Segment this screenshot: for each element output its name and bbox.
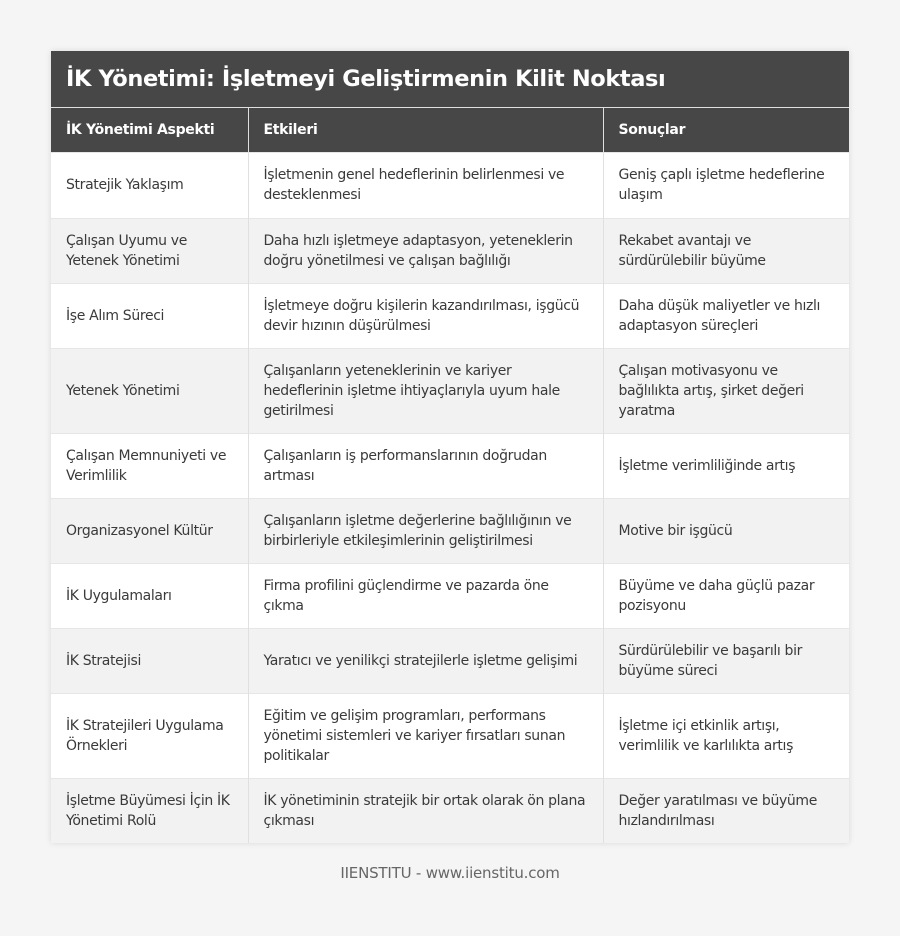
cell-effects: İşletmenin genel hedeflerinin belirlenmesi ve desteklenmesi <box>248 152 603 218</box>
header-row <box>51 108 849 152</box>
table-row <box>51 563 849 628</box>
cell-aspect: Stratejik Yaklaşım <box>51 152 248 218</box>
cell-results: Rekabet avantajı ve sürdürülebilir büyüme <box>603 218 849 283</box>
cell-aspect: Çalışan Uyumu ve Yetenek Yönetimi <box>51 218 248 283</box>
cell-effects: Eğitim ve gelişim programları, performans yönetimi sistemleri ve kariyer fırsatları sunan politikalar <box>248 693 603 778</box>
cell-aspect: Yetenek Yönetimi <box>51 348 248 433</box>
table-row <box>51 498 849 563</box>
cell-results: Değer yaratılması ve büyüme hızlandırılması <box>603 778 849 843</box>
column-header-effects: Etkileri <box>248 108 603 152</box>
column-header-results: Sonuçlar <box>603 108 849 152</box>
cell-results: Büyüme ve daha güçlü pazar pozisyonu <box>603 563 849 628</box>
table-row <box>51 348 849 433</box>
cell-effects: İK yönetiminin stratejik bir ortak olarak ön plana çıkması <box>248 778 603 843</box>
cell-effects: İşletmeye doğru kişilerin kazandırılması, işgücü devir hızının düşürülmesi <box>248 283 603 348</box>
cell-aspect: İK Stratejileri Uygulama Örnekleri <box>51 693 248 778</box>
table-row <box>51 218 849 283</box>
cell-effects: Firma profilini güçlendirme ve pazarda öne çıkma <box>248 563 603 628</box>
table-row <box>51 152 849 218</box>
cell-results: İşletme içi etkinlik artışı, verimlilik ve karlılıkta artış <box>603 693 849 778</box>
cell-aspect: İşe Alım Süreci <box>51 283 248 348</box>
cell-aspect: İK Stratejisi <box>51 628 248 693</box>
table-row <box>51 628 849 693</box>
cell-aspect: Çalışan Memnuniyeti ve Verimlilik <box>51 433 248 498</box>
cell-results: İşletme verimliliğinde artış <box>603 433 849 498</box>
cell-results: Daha düşük maliyetler ve hızlı adaptasyon süreçleri <box>603 283 849 348</box>
cell-effects: Daha hızlı işletmeye adaptasyon, yeteneklerin doğru yönetilmesi ve çalışan bağlılığı <box>248 218 603 283</box>
cell-results: Motive bir işgücü <box>603 498 849 563</box>
cell-aspect: İK Uygulamaları <box>51 563 248 628</box>
cell-aspect: Organizasyonel Kültür <box>51 498 248 563</box>
table-card <box>51 51 849 843</box>
footer-credit: IIENSTITU - www.iienstitu.com <box>340 864 560 882</box>
column-header-aspect: İK Yönetimi Aspekti <box>51 108 248 152</box>
table-row <box>51 283 849 348</box>
table-title: İK Yönetimi: İşletmeyi Geliştirmenin Kilit Noktası <box>51 51 849 108</box>
cell-results: Geniş çaplı işletme hedeflerine ulaşım <box>603 152 849 218</box>
cell-effects: Çalışanların yeteneklerinin ve kariyer hedeflerinin işletme ihtiyaçlarıyla uyum hale getirilmesi <box>248 348 603 433</box>
cell-aspect: İşletme Büyümesi İçin İK Yönetimi Rolü <box>51 778 248 843</box>
cell-effects: Yaratıcı ve yenilikçi stratejilerle işletme gelişimi <box>248 628 603 693</box>
cell-effects: Çalışanların iş performanslarının doğrudan artması <box>248 433 603 498</box>
cell-results: Çalışan motivasyonu ve bağlılıkta artış, şirket değeri yaratma <box>603 348 849 433</box>
table-row <box>51 778 849 843</box>
hr-table <box>51 108 849 843</box>
table-row <box>51 693 849 778</box>
cell-results: Sürdürülebilir ve başarılı bir büyüme süreci <box>603 628 849 693</box>
cell-effects: Çalışanların işletme değerlerine bağlılığının ve birbirleriyle etkileşimlerinin geliştirilmesi <box>248 498 603 563</box>
table-row <box>51 433 849 498</box>
